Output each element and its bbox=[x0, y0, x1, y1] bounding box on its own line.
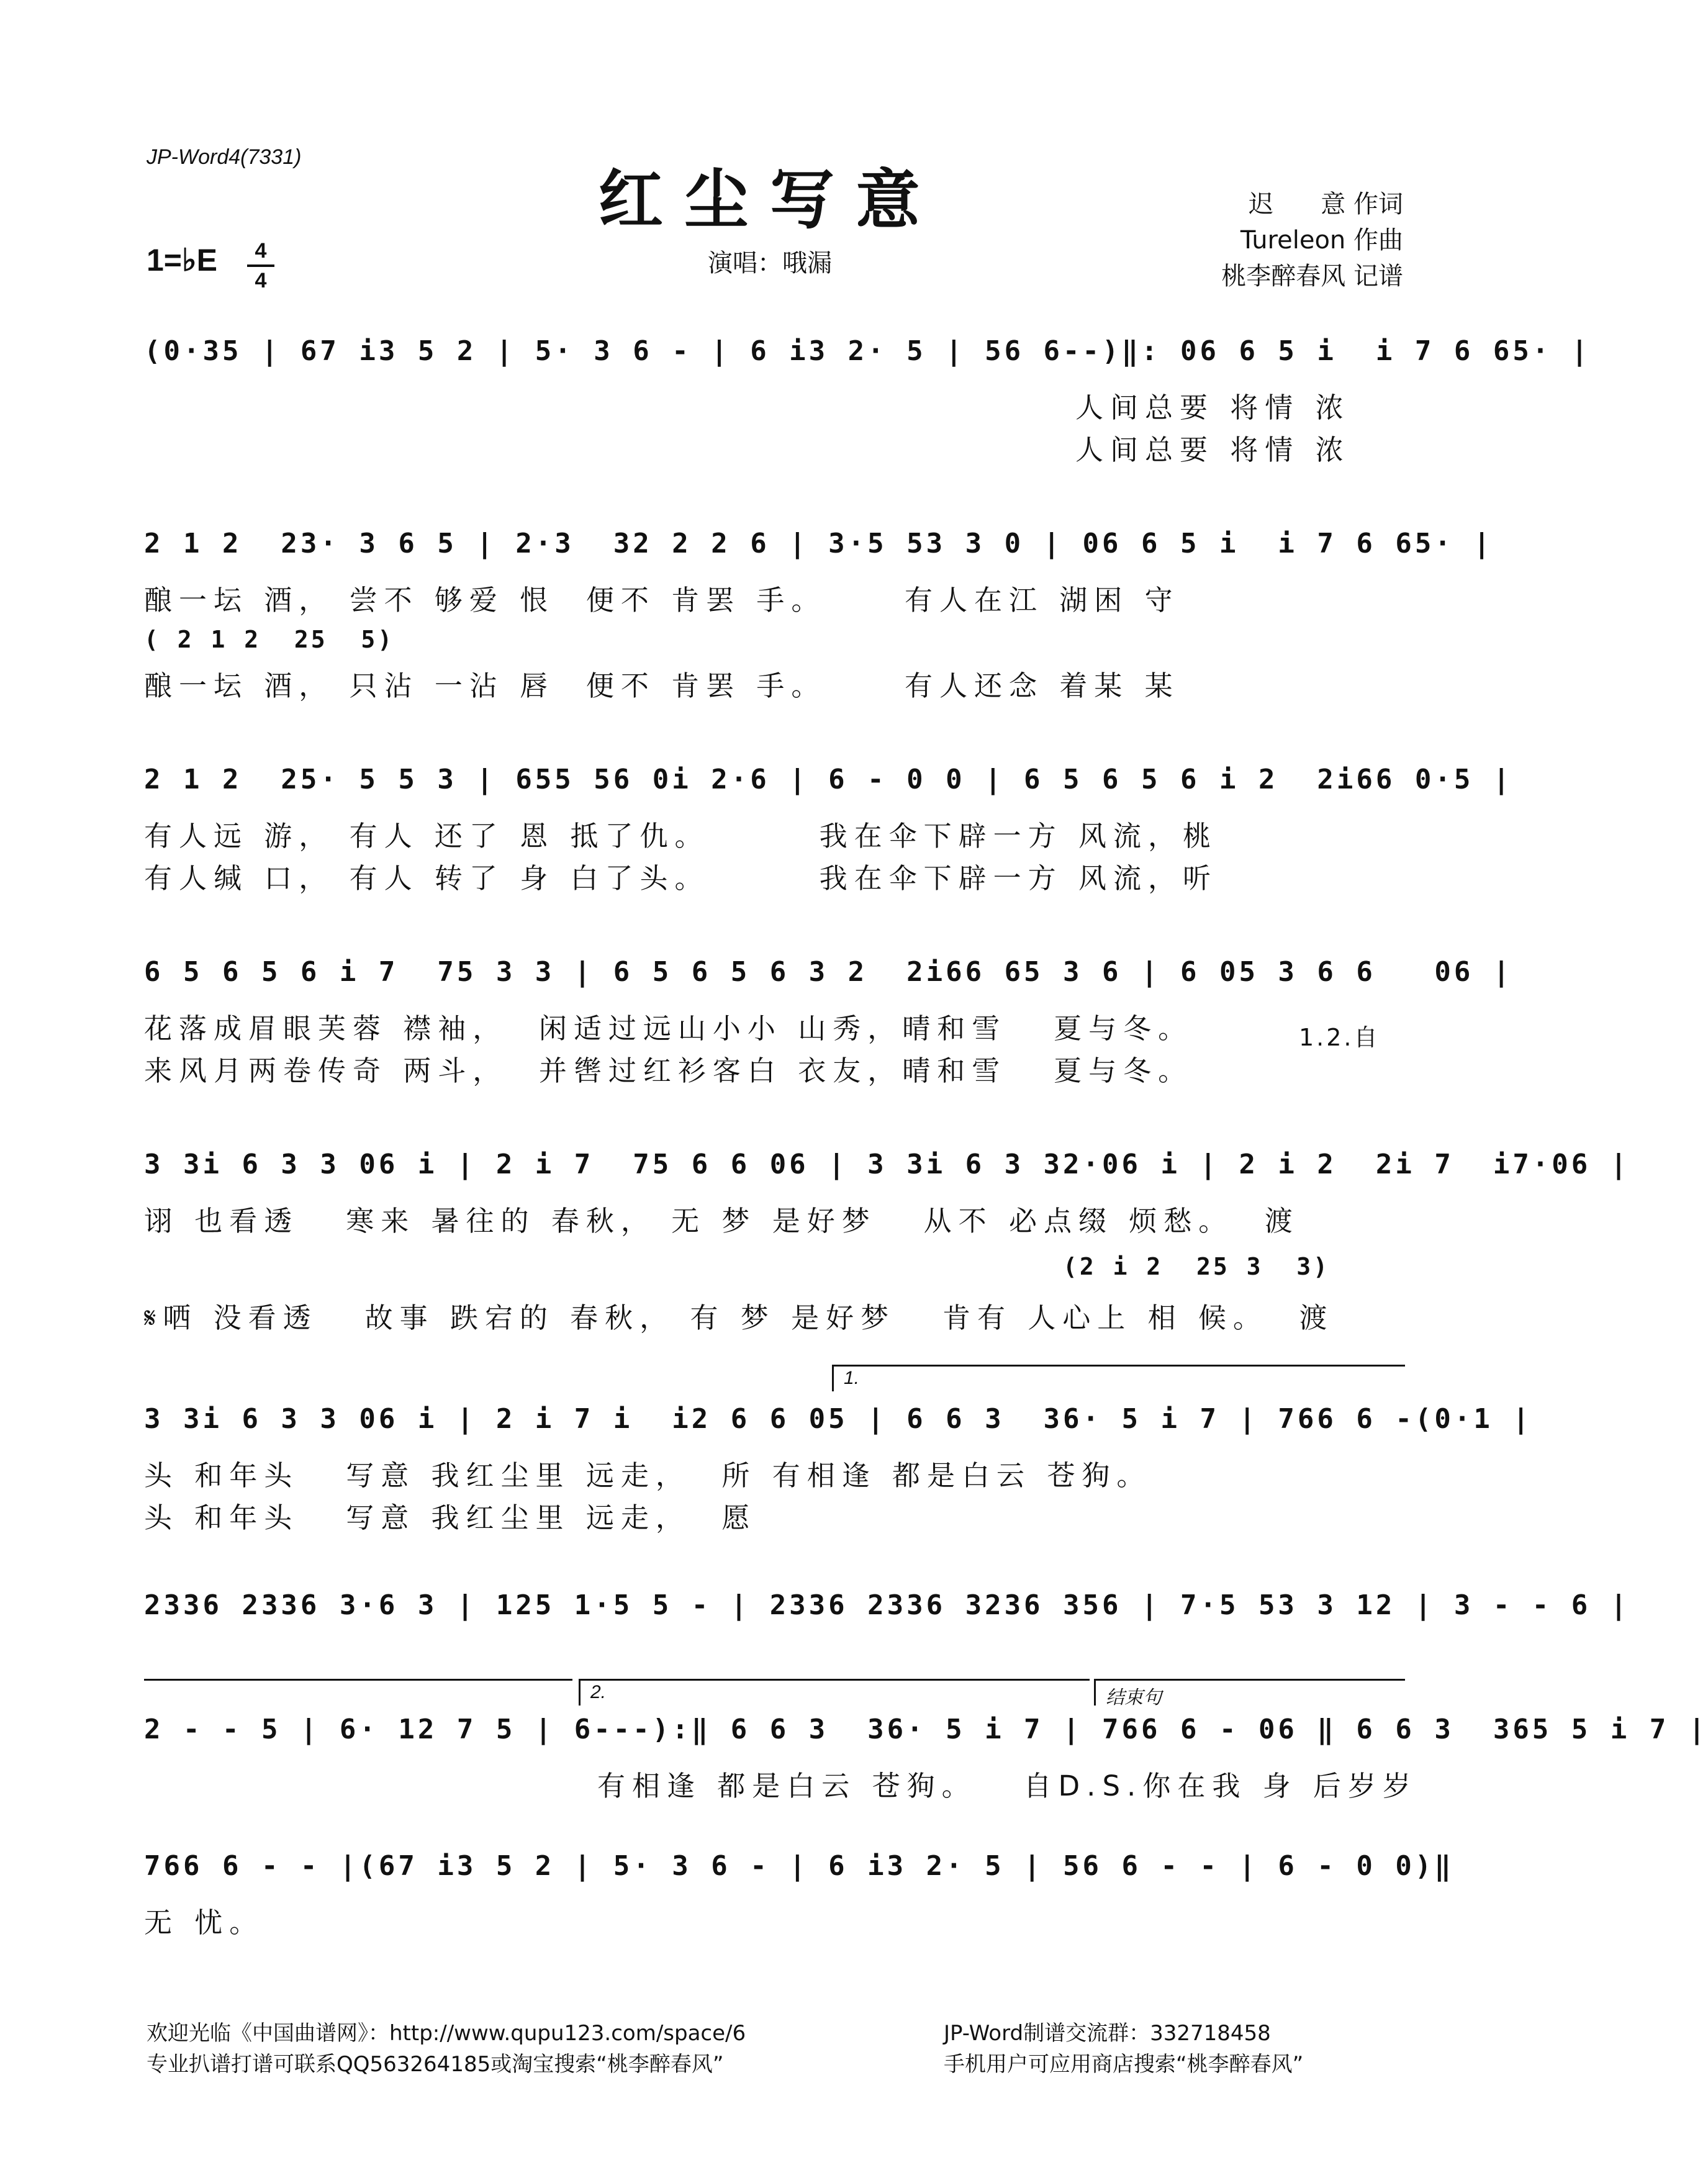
score-system-3 bbox=[144, 764, 1513, 900]
side-note-1-2: 1.2.自 bbox=[1299, 1024, 1380, 1051]
lyric-line-2a: 酿一坛 酒， 尝不 够爱 恨 便不 肯罢 手。 有人在江 湖困 守 bbox=[144, 584, 1180, 617]
time-denominator: 4 bbox=[255, 269, 267, 292]
time-numerator: 4 bbox=[255, 239, 267, 263]
lyric-line-8a: 有相逢 都是白云 苍狗。 自D.S.你在我 身 后岁岁 bbox=[597, 1769, 1417, 1802]
footer-site-link[interactable]: 欢迎光临《中国曲谱网》：http://www.qupu123.com/space/6 bbox=[147, 2021, 746, 2046]
lyric-line-6a: 头 和年头 写意 我红尘里 远走， 所 有相逢 都是白云 苍狗。 bbox=[144, 1459, 1152, 1492]
lyric-line-1b: 人间总要 将情 浓 bbox=[1075, 433, 1350, 466]
score-system-9 bbox=[144, 1850, 1454, 1943]
song-title: 红尘写意 bbox=[598, 161, 941, 238]
lyric-line-1a: 人间总要 将情 浓 bbox=[1075, 391, 1350, 424]
notes-line-9: 766 6 - - |(67 i3 5 2 | 5· 3 6 - | 6 i3 2· 5 | 56 6 - - | 6 - 0 0)‖ bbox=[144, 1850, 1454, 1882]
volta-1-label: 1. bbox=[844, 1368, 860, 1388]
score-system-2 bbox=[144, 528, 1493, 714]
lyric-line-4a: 花落成眉眼芙蓉 襟袖， 闲适过远山小小 山秀，晴和雪 夏与冬。 bbox=[144, 1012, 1193, 1045]
footer-left bbox=[147, 2018, 746, 2080]
notes-line-1: (0·35 | 67 i3 5 2 | 5· 3 6 - | 6 i3 2· 5 | 56 6--)‖: 06 6 5 i i 7 6 65· | bbox=[144, 335, 1591, 367]
lyricist-credit: 迟 意 作词 bbox=[1248, 190, 1403, 219]
footer-app-hint: 手机用户可应用商店搜索“桃李醉春风” bbox=[944, 2052, 1304, 2077]
volta-2 bbox=[579, 1679, 1090, 1706]
transcriber-credit: 桃李醉春风 记谱 bbox=[1221, 262, 1403, 291]
score-system-4 bbox=[144, 956, 1513, 1093]
lyric-line-5b: 𝄋哂 没看透 故事 跌宕的 春秋， 有 梦 是好梦 肯有 人心上 相 候。 渡 bbox=[144, 1301, 1334, 1334]
lyric-line-4b: 来风月两卷传奇 两斗， 并辔过红衫客白 衣友，晴和雪 夏与冬。 bbox=[144, 1054, 1193, 1087]
score-system-6 bbox=[144, 1368, 1532, 1540]
system-8-top-line bbox=[144, 1679, 572, 1681]
notes-line-3: 2 1 2 25· 5 5 3 | 655 56 0i 2·6 | 6 - 0 0 | 6 5 6 5 6 i 2 2i66 0·5 | bbox=[144, 764, 1513, 795]
volta-1 bbox=[832, 1365, 1405, 1391]
lyric-line-6b: 头 和年头 写意 我红尘里 远走， 愿 bbox=[144, 1501, 757, 1534]
notes-line-2: 2 1 2 23· 3 6 5 | 2·3 32 2 2 6 | 3·5 53 3 0 | 06 6 5 i i 7 6 65· | bbox=[144, 528, 1493, 559]
score-system-1 bbox=[144, 335, 1591, 484]
score-system-8 bbox=[144, 1682, 1708, 1807]
composer-credit: Tureleon 作曲 bbox=[1240, 226, 1403, 255]
alt-notes-5: (2 i 2 25 3 3) bbox=[1063, 1253, 1331, 1280]
notes-line-8: 2 - - 5 | 6· 12 7 5 | 6---):‖ 6 6 3 36· 5 i 7 | 766 6 - 06 ‖ 6 6 3 365 5 i 7 | bbox=[144, 1714, 1708, 1745]
lyric-line-2b: 酿一坛 酒， 只沾 一沾 唇 便不 肯罢 手。 有人还念 着某 某 bbox=[144, 669, 1180, 702]
key-signature: 1=♭E bbox=[147, 243, 217, 278]
footer-group: JP-Word制谱交流群：332718458 bbox=[944, 2021, 1271, 2046]
footer-contact: 专业扒谱打谱可联系QQ563264185或淘宝搜索“桃李醉春风” bbox=[147, 2052, 724, 2077]
notes-line-4: 6 5 6 5 6 i 7 75 3 3 | 6 5 6 5 6 3 2 2i66 65 3 6 | 6 05 3 6 6 06 | bbox=[144, 956, 1513, 988]
score-system-7 bbox=[144, 1589, 1630, 1652]
notes-line-5: 3 3i 6 3 3 06 i | 2 i 7 75 6 6 06 | 3 3i 6 3 32·06 i | 2 i 2 2i 7 i7·06 | bbox=[144, 1149, 1630, 1180]
lyric-line-3b: 有人缄 口， 有人 转了 身 白了头。 我在伞下辟一方 风流，听 bbox=[144, 862, 1218, 895]
notes-line-7: 2336 2336 3·6 3 | 125 1·5 5 - | 2336 2336 3236 356 | 7·5 53 3 12 | 3 - - 6 | bbox=[144, 1589, 1630, 1621]
lyric-line-5a: 诩 也看透 寒来 暑往的 春秋， 无 梦 是好梦 从不 必点缀 烦愁。 渡 bbox=[144, 1204, 1299, 1237]
notes-line-6: 3 3i 6 3 3 06 i | 2 i 7 i i2 6 6 05 | 6 6 3 36· 5 i 7 | 766 6 -(0·1 | bbox=[144, 1403, 1532, 1435]
footer-right bbox=[944, 2018, 1303, 2080]
score-system-5 bbox=[144, 1149, 1630, 1353]
coda-label: 结束句 bbox=[1106, 1688, 1162, 1708]
alt-notes-2: ( 2 1 2 25 5) bbox=[144, 626, 395, 653]
lyric-line-9a: 无 忧。 bbox=[144, 1906, 264, 1939]
software-label: JP-Word4(7331) bbox=[147, 145, 302, 169]
lyric-line-3a: 有人远 游， 有人 还了 恩 抵了仇。 我在伞下辟一方 风流，桃 bbox=[144, 820, 1218, 852]
singer-credit: 演唱：哦漏 bbox=[708, 249, 832, 278]
volta-2-label: 2. bbox=[590, 1682, 607, 1702]
credits-block bbox=[1221, 186, 1403, 294]
coda-bracket bbox=[1094, 1679, 1405, 1706]
